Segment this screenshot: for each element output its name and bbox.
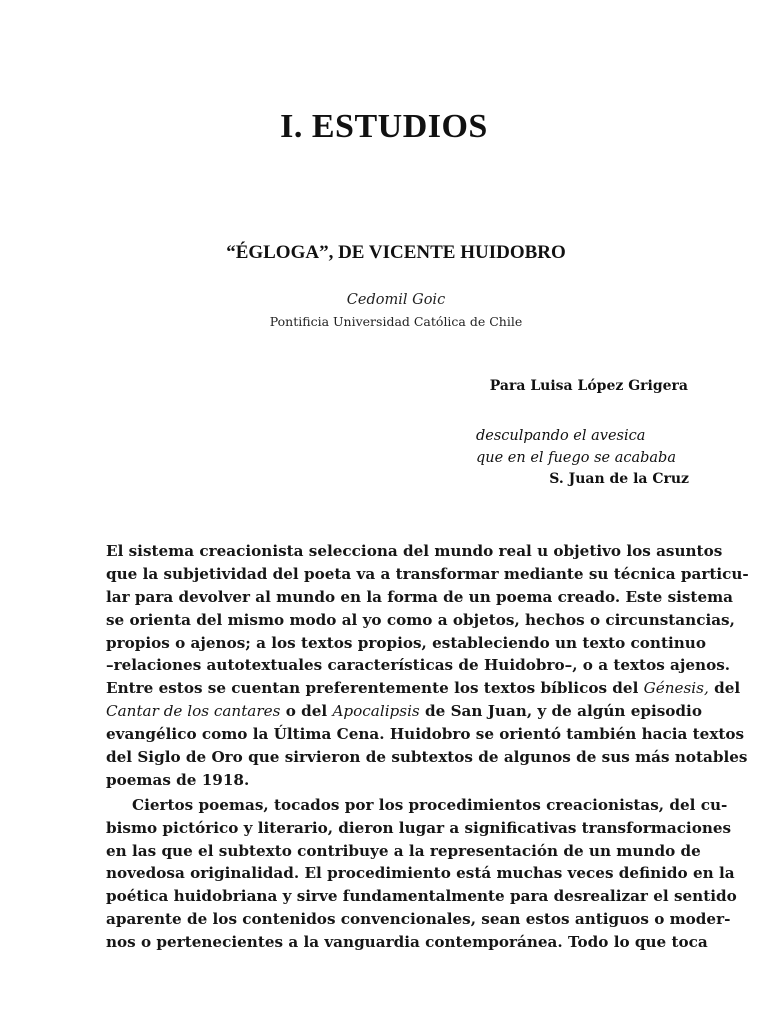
text-line: Ciertos poemas, tocados por los procedimientos creacionistas, del cu- [132, 795, 728, 814]
text-line: El sistema creacionista selecciona del mundo real u objetivo los asuntos [106, 542, 723, 560]
epigraph [476, 425, 689, 487]
dedication: Para Luisa López Grigera [489, 378, 688, 394]
text-line [106, 677, 741, 700]
text-line: se orienta del mismo modo al yo como a objetos, hechos o circunstancias, [106, 610, 735, 629]
book-title-apocalipsis: Apocalipsis [332, 702, 420, 721]
text-line [106, 700, 702, 723]
article-title: “ÉGLOGA”, DE VICENTE HUIDOBRO [226, 242, 566, 263]
book-title-genesis: Génesis, [643, 679, 709, 698]
epigraph-line: desculpando el avesica [476, 428, 646, 444]
paragraph-1 [106, 540, 749, 792]
text-line: en las que el subtexto contribuye a la representación de un mundo de [106, 841, 701, 860]
text-line: que la subjetividad del poeta va a transformar mediante su técnica particu- [106, 564, 749, 583]
text-line: aparente de los contenidos convencionales, sean estos antiguos o moder- [106, 910, 731, 929]
text-line: poética huidobriana y sirve fundamentalmente para desrealizar el sentido [106, 887, 737, 906]
author-name: Cedomil Goic [346, 292, 446, 308]
author-affiliation: Pontificia Universidad Católica de Chile [269, 314, 523, 329]
body-text [106, 540, 749, 954]
text-line: nos o pertenecientes a la vanguardia contemporánea. Todo lo que toca [106, 933, 708, 952]
text-line: lar para devolver al mundo en la forma de un poema creado. Este sistema [106, 587, 734, 606]
text-line: –relaciones autotextuales características de Huidobro–, o a textos ajenos. [106, 656, 731, 675]
text-fragment: Entre estos se cuentan preferentemente los textos bíblicos del [106, 679, 644, 698]
text-fragment: del [708, 679, 741, 698]
section-title: I. ESTUDIOS [280, 108, 488, 145]
book-title-cantar: Cantar de los cantares [106, 702, 281, 721]
text-line: propios o ajenos; a los textos propios, estableciendo un texto continuo [106, 633, 706, 652]
text-line: bismo pictórico y literario, dieron lugar a significativas transformaciones [106, 818, 732, 837]
epigraph-attribution: S. Juan de la Cruz [549, 471, 689, 487]
epigraph-line: que en el fuego se acababa [476, 450, 676, 466]
paragraph-2 [106, 794, 737, 954]
text-line: evangélico como la Última Cena. Huidobro se orientó también hacia textos [106, 725, 745, 744]
text-line: poemas de 1918. [106, 770, 250, 789]
text-line: del Siglo de Oro que sirvieron de subtextos de algunos de sus más notables [106, 748, 748, 767]
text-fragment: o del [280, 702, 333, 721]
text-line: novedosa originalidad. El procedimiento está muchas veces definido en la [106, 864, 735, 883]
text-fragment: de San Juan, y de algún episodio [419, 702, 702, 721]
